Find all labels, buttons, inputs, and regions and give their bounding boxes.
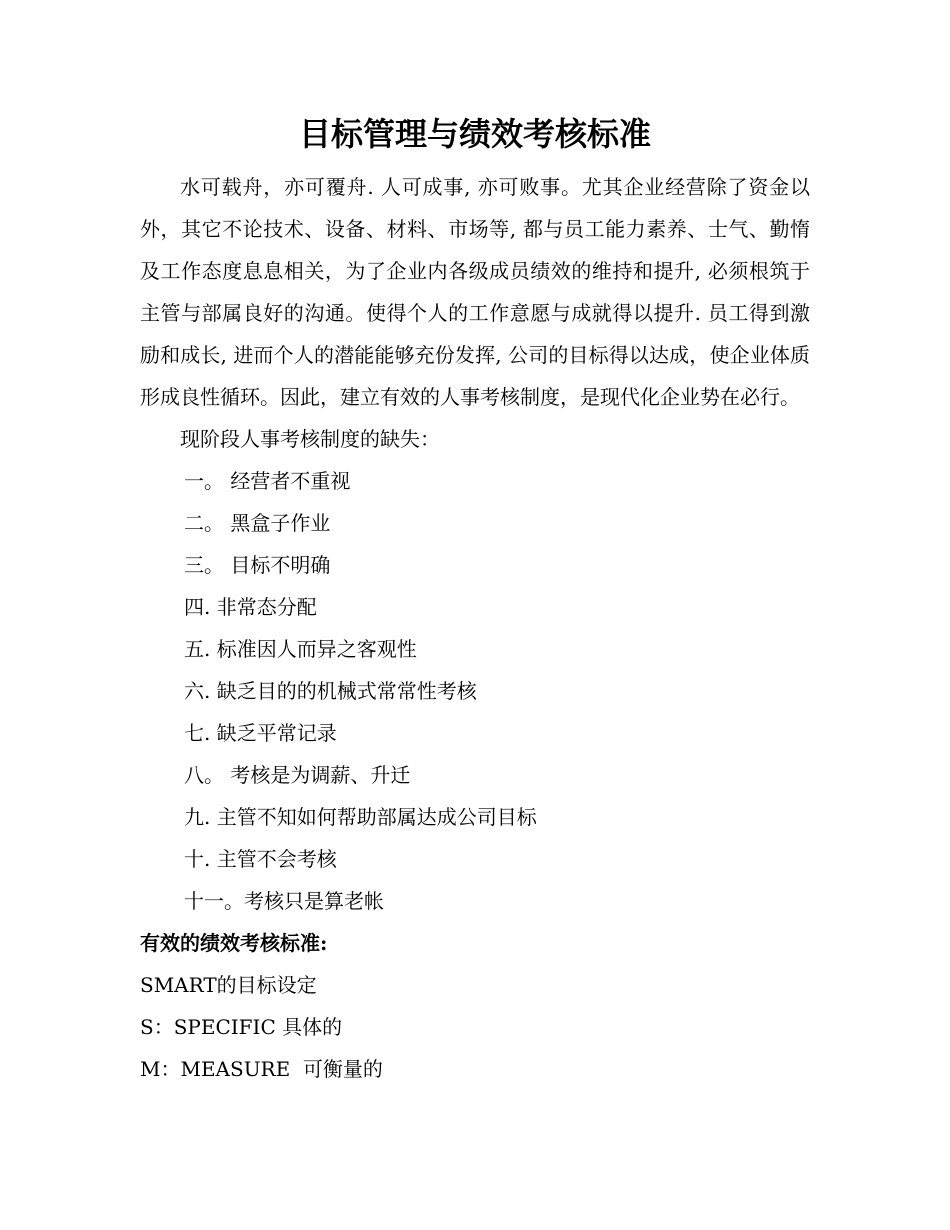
smart-item-s: S：SPECIFIC 具体的 xyxy=(140,1015,343,1039)
list-item: 七. 缺乏平常记录 xyxy=(184,721,337,745)
list-item: 二。 黑盒子作业 xyxy=(184,511,331,535)
list-item: 五. 标准因人而异之客观性 xyxy=(184,637,417,661)
smart-item-m: M：MEASURE 可衡量的 xyxy=(140,1057,383,1081)
list-item: 六. 缺乏目的的机械式常常性考核 xyxy=(184,679,477,703)
deficiency-list xyxy=(140,460,810,922)
list-item: 八。 考核是为调薪、升迁 xyxy=(184,763,411,787)
document-title: 目标管理与绩效考核标准 xyxy=(298,115,651,153)
smart-heading: SMART的目标设定 xyxy=(140,973,317,997)
list-item: 三。 目标不明确 xyxy=(184,553,331,577)
intro-paragraph: 水可载舟，亦可覆舟. 人可成事, 亦可败事。尤其企业经营除了资金以外，其它不论技术、设备、材料、市场等, 都与员工能力素养、士气、勤惰及工作态度息息相关，为了企业内各级成员绩效的维持和提升, 必须根筑于主管与部属良好的沟通。使得个人的工作意愿与成就得以提升. 员工得到激励和成长, 进而个人的潜能能够充份发挥, 公司的目标得以达成，使企业体质形成良性循环。因此，建立有效的人事考核制度，是现代化企业势在必行。 xyxy=(140,175,810,409)
standard-heading: 有效的绩效考核标准: xyxy=(140,931,328,955)
list-item: 四. 非常态分配 xyxy=(184,595,317,619)
deficiency-heading: 现阶段人事考核制度的缺失： xyxy=(180,427,440,451)
list-item: 一。 经营者不重视 xyxy=(184,469,351,493)
list-item: 十一。考核只是算老帐 xyxy=(184,889,384,913)
list-item: 十. 主管不会考核 xyxy=(184,847,337,871)
list-item: 九. 主管不知如何帮助部属达成公司目标 xyxy=(184,805,537,829)
